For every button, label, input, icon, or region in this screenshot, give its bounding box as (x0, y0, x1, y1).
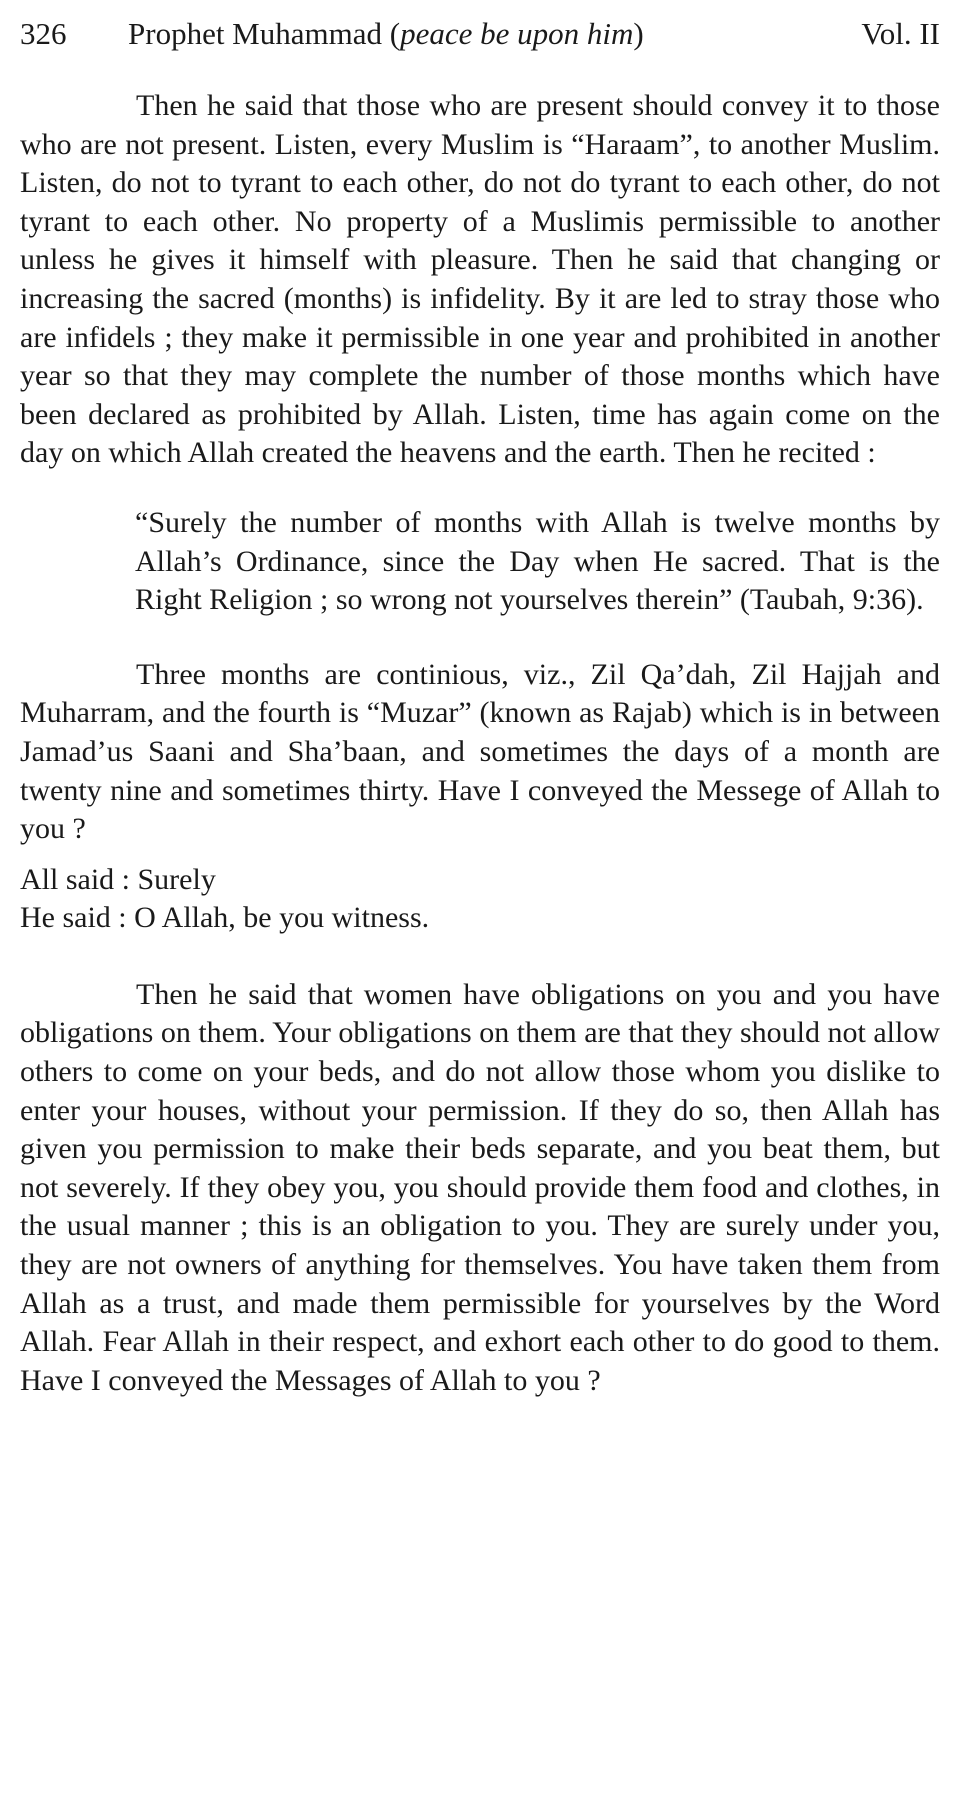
paragraph-months: Three months are continious, viz., Zil Qa’dah, Zil Hajjah and Muharram, and the fourth is “Muzar” (known as Rajab) which is in between Jamad’us Saani and Sha’baan, and sometimes the days of a month are twenty nine and sometimes thirty. Have I conveyed the Messege of Allah to you ? (20, 657, 940, 846)
page-body (20, 87, 940, 1400)
paragraph-obligations: Then he said that women have obligations on you and you have obligations on them. Your obligations on them are that they should not allow others to come on your beds, and do not allow those whom you dislike to enter your houses, without your permission. If they do so, then Allah has given you permission to make their beds separate, and you beat them, but not severely. If they obey you, you should provide them food and clothes, in the usual manner ; this is an obligation to you. They are surely under you, they are not owners of anything for themselves. You have taken them from Allah as a trust, and made them permissible for yourselves by the Word Allah. Fear Allah in their respect, and exhort each other to do good to them. Have I conveyed the Messages of Allah to you ? (20, 977, 940, 1397)
running-header (20, 14, 940, 54)
book-page (20, 14, 940, 1400)
book-title-italic: peace be upon him (400, 16, 634, 51)
book-title-suffix: ) (633, 16, 644, 51)
dialogue-all-said: All said : Surely (20, 862, 216, 896)
book-title (128, 14, 861, 54)
dialogue-he-said: He said : O Allah, be you witness. (20, 901, 430, 935)
paragraph-convey: Then he said that those who are present should convey it to those who are not present. Listen, every Muslim is “Haraam”, to another Muslim. Listen, do not to tyrant to each other, do not do tyrant to each other, do not tyrant to each other. No property of a Muslimis permissible to another unless he gives it himself with pleasure. Then he said that changing or increasing the sacred (months) is infidelity. By it are led to stray those who are infidels ; they make it permissible in one year and prohibited in another year so that they may complete the number of those months which have been declared as prohibited by Allah. Listen, time has again come on the day on which Allah created the heavens and the earth. Then he recited : (20, 89, 940, 470)
dialogue-block (20, 861, 940, 938)
page-number: 326 (20, 16, 67, 51)
quranic-quote: “Surely the number of months with Allah is twelve months by Allah’s Ordinance, since the Day when He sacred. That is the Right Religion ; so wrong not yourselves therein” (Taubah, 9:36). (135, 505, 940, 617)
book-title-prefix: Prophet Muhammad ( (128, 16, 401, 51)
volume-label: Vol. II (861, 16, 940, 51)
